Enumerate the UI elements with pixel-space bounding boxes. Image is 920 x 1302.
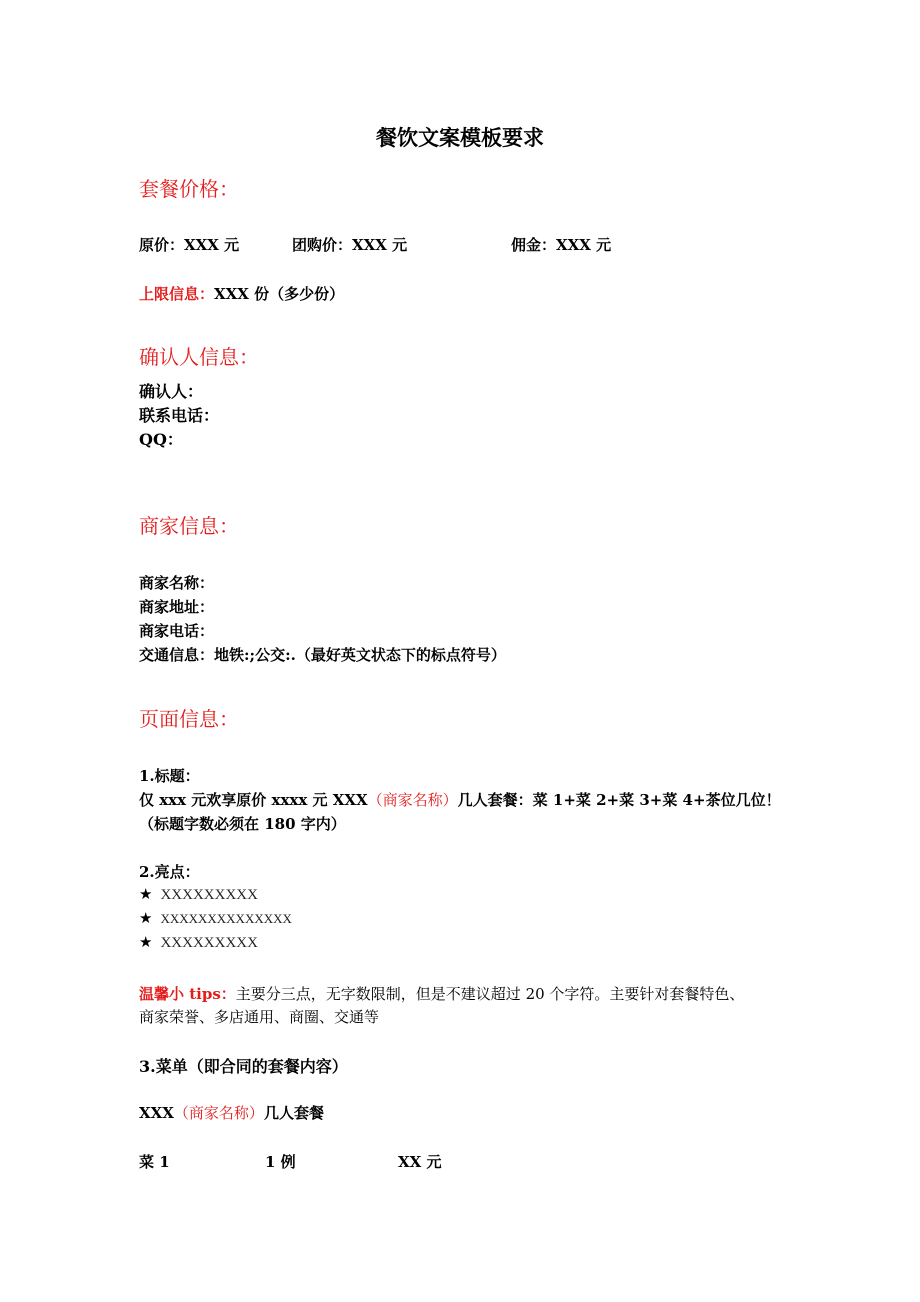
tips-label: 温馨小 tips：: [139, 985, 236, 1003]
limit-info: [139, 283, 344, 304]
title-note: （标题字数必须在 180 字内）: [139, 815, 346, 833]
commission-label: 佣金：: [511, 236, 557, 254]
confirm-person-line: 确认人：: [139, 382, 204, 401]
highlight-item: [139, 885, 258, 904]
group-price-label: 团购价：: [292, 236, 353, 254]
commission: [511, 234, 611, 255]
title-label: 1.标题：: [139, 767, 200, 785]
group-price: [292, 234, 407, 255]
original-price: [139, 234, 239, 255]
menu-item-qty: 1 例: [265, 1153, 296, 1171]
tips-text: 主要分三点，无字数限制，但是不建议超过 20 个字符。主要针对套餐特色、: [235, 985, 745, 1003]
star-icon: ★: [139, 933, 153, 951]
limit-label: 上限信息：: [139, 285, 215, 303]
group-price-value: XXX 元: [352, 236, 408, 254]
menu-name-part1: XXX: [139, 1104, 174, 1122]
title-example: [139, 789, 781, 810]
menu-merchant-name: （商家名称）: [173, 1104, 264, 1122]
star-icon: ★: [139, 909, 153, 927]
confirm-phone-line: 联系电话：: [139, 406, 220, 425]
menu-label: 3.菜单（即合同的套餐内容）: [139, 1057, 348, 1076]
title-merchant-name: （商家名称）: [367, 791, 458, 809]
commission-value: XXX 元: [556, 236, 612, 254]
highlight-text: XXXXXXXXX: [160, 887, 258, 903]
title-part2: 几人套餐：菜 1+菜 2+菜 3+菜 4+茶位几位！: [457, 791, 781, 809]
tips-line: [139, 983, 744, 1004]
menu-name-part2: 几人套餐: [263, 1104, 324, 1122]
merchant-address-line: 商家地址：: [139, 598, 215, 616]
tips-line-2: 商家荣誉、多店通用、商圈、交通等: [139, 1008, 380, 1026]
original-price-value: XXX 元: [184, 236, 240, 254]
price-heading: 套餐价格：: [139, 177, 239, 201]
menu-package-name: [139, 1102, 324, 1123]
highlight-text: XXXXXXXXXXXXXX: [160, 911, 292, 926]
menu-item-price: XX 元: [398, 1153, 442, 1171]
merchant-phone-line: 商家电话：: [139, 622, 215, 640]
limit-value: XXX 份（多少份）: [214, 285, 345, 303]
highlight-text: XXXXXXXXX: [160, 935, 258, 951]
original-price-label: 原价：: [139, 236, 185, 254]
highlight-item: [139, 909, 292, 927]
menu-item-name: 菜 1: [139, 1153, 170, 1171]
merchant-traffic-line: 交通信息：地铁:;公交:.（最好英文状态下的标点符号）: [139, 646, 506, 664]
doc-title: 餐饮文案模板要求: [376, 125, 544, 150]
star-icon: ★: [139, 885, 153, 903]
highlight-item: [139, 933, 258, 952]
highlight-label: 2.亮点：: [139, 863, 200, 881]
merchant-name-line: 商家名称：: [139, 574, 215, 592]
title-part1: 仅 xxx 元欢享原价 xxxx 元 XXX: [139, 791, 368, 809]
confirm-heading: 确认人信息：: [139, 345, 259, 369]
confirm-qq-line: QQ：: [139, 430, 183, 449]
page-info-heading: 页面信息：: [139, 707, 239, 731]
merchant-heading: 商家信息：: [139, 514, 239, 538]
